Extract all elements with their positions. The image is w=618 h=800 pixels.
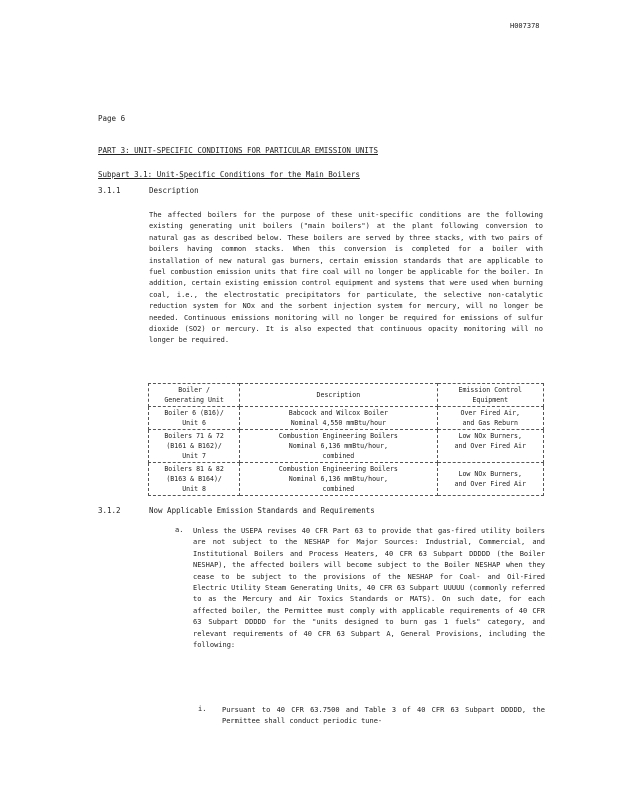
cell-line: Unit 6 [182, 419, 207, 427]
cell-line: Description [316, 391, 361, 399]
section-title: Now Applicable Emission Standards and Requirements [149, 506, 375, 515]
list-item-text: Unless the USEPA revises 40 CFR Part 63 to provide that gas-fired utility boilers are not subject to the NESHAP for Major Sources: Industrial, Commercial, and Institutional Boilers and Process Heaters, 40 CFR 63 Subpart DDDDD (the Boiler NESHAP), the affected boilers will become subject to the Boiler NESHAP when they cease to be subject to the provisions of the NESHAP for Coal- and Oil-Fired Electric Utility Steam Generating Units, 40 CFR 63 Subpart UUUUU (commonly referred to as the Mercury and Air Toxics Standards or MATS). On such date, for each affected boiler, the Permittee must comply with applicable requirements of 40 CFR 63 Subpart DDDDD for the "units designed to burn gas 1 fuels" category, and relevant requirements of 40 CFR 63 Subpart A, General Provisions, including the following: [193, 527, 545, 650]
list-marker: a. [175, 526, 184, 534]
table-header-row [149, 384, 544, 407]
cell-line: Boiler 6 (B16)/ [164, 409, 224, 417]
cell-line: Over Fired Air, [460, 409, 521, 417]
subpart-heading: Subpart 3.1: Unit-Specific Conditions for the Main Boilers [98, 170, 360, 179]
table-cell [437, 463, 544, 496]
document-id: H007378 [510, 22, 540, 30]
cell-line: Boilers 71 & 72 [164, 432, 224, 440]
table-cell [149, 430, 240, 463]
table-cell [240, 463, 437, 496]
cell-line: Combustion Engineering Boilers [278, 465, 398, 473]
cell-line: Low NOx Burners, [458, 470, 523, 478]
cell-line: Babcock and Wilcox Boiler [288, 409, 388, 417]
table-cell [149, 463, 240, 496]
description-paragraph: The affected boilers for the purpose of these unit-specific conditions are the following existing generating unit boilers ("main boilers") at the plant following conversion to natural gas as described below. These boilers are served by three stacks, with two pairs of boilers having common stacks. When this conversion is completed for a boiler with installation of new natural gas burners, certain emission standards that are applicable to fuel combustion emission units that fire coal will no longer be applicable for the boiler. In addition, certain existing emission control equipment and systems that were used when burning coal, i.e., the electrostatic precipitators for particulate, the selective non-catalytic reduction system for NOx and the sorbent injection system for mercury, will no longer be needed. Continuous emissions monitoring will no longer be required for emissions of sulfur dioxide (SO2) or mercury. It is also expected that continuous opacity monitoring will no longer be required. [149, 211, 543, 345]
page-label: Page 6 [98, 114, 126, 123]
cell-line: Generating Unit [164, 396, 224, 404]
table-cell [437, 430, 544, 463]
cell-line: and Over Fired Air [454, 480, 526, 488]
section-number: 3.1.1 [98, 186, 121, 195]
cell-line: Unit 7 [182, 452, 207, 460]
table-header-cell [437, 384, 544, 407]
cell-line: Emission Control [458, 386, 523, 394]
cell-line: and Gas Reburn [462, 419, 519, 427]
cell-line: Nominal 4,550 mmBtu/hour [290, 419, 386, 427]
table-header-cell [149, 384, 240, 407]
table-cell [240, 407, 437, 430]
cell-line: Boilers 81 & 82 [164, 465, 224, 473]
cell-line: (B163 & B164)/ [166, 475, 222, 483]
cell-line: and Over Fired Air [454, 442, 526, 450]
cell-line: Low NOx Burners, [458, 432, 523, 440]
cell-line: Combustion Engineering Boilers [278, 432, 398, 440]
table-row [149, 463, 544, 496]
table-cell [240, 430, 437, 463]
cell-line: (B161 & B162)/ [166, 442, 222, 450]
cell-line: Nominal 6,136 mmBtu/hour, [288, 442, 388, 450]
cell-line: Equipment [472, 396, 509, 404]
boiler-table [148, 383, 544, 496]
table-header-cell [240, 384, 437, 407]
table-cell [437, 407, 544, 430]
list-marker: i. [198, 705, 207, 713]
section-number: 3.1.2 [98, 506, 121, 515]
cell-line: Unit 8 [182, 485, 207, 493]
cell-line: combined [322, 452, 355, 460]
table-row [149, 407, 544, 430]
list-item-text: Pursuant to 40 CFR 63.7500 and Table 3 of 40 CFR 63 Subpart DDDDD, the Permittee shall conduct periodic tune- [222, 706, 545, 726]
section-title: Description [149, 186, 199, 195]
cell-line: combined [322, 485, 355, 493]
part-heading: PART 3: UNIT-SPECIFIC CONDITIONS FOR PARTICULAR EMISSION UNITS [98, 146, 378, 155]
cell-line: Nominal 6,136 mmBtu/hour, [288, 475, 388, 483]
table-row [149, 430, 544, 463]
cell-line: Boiler / [178, 386, 210, 394]
table-cell [149, 407, 240, 430]
